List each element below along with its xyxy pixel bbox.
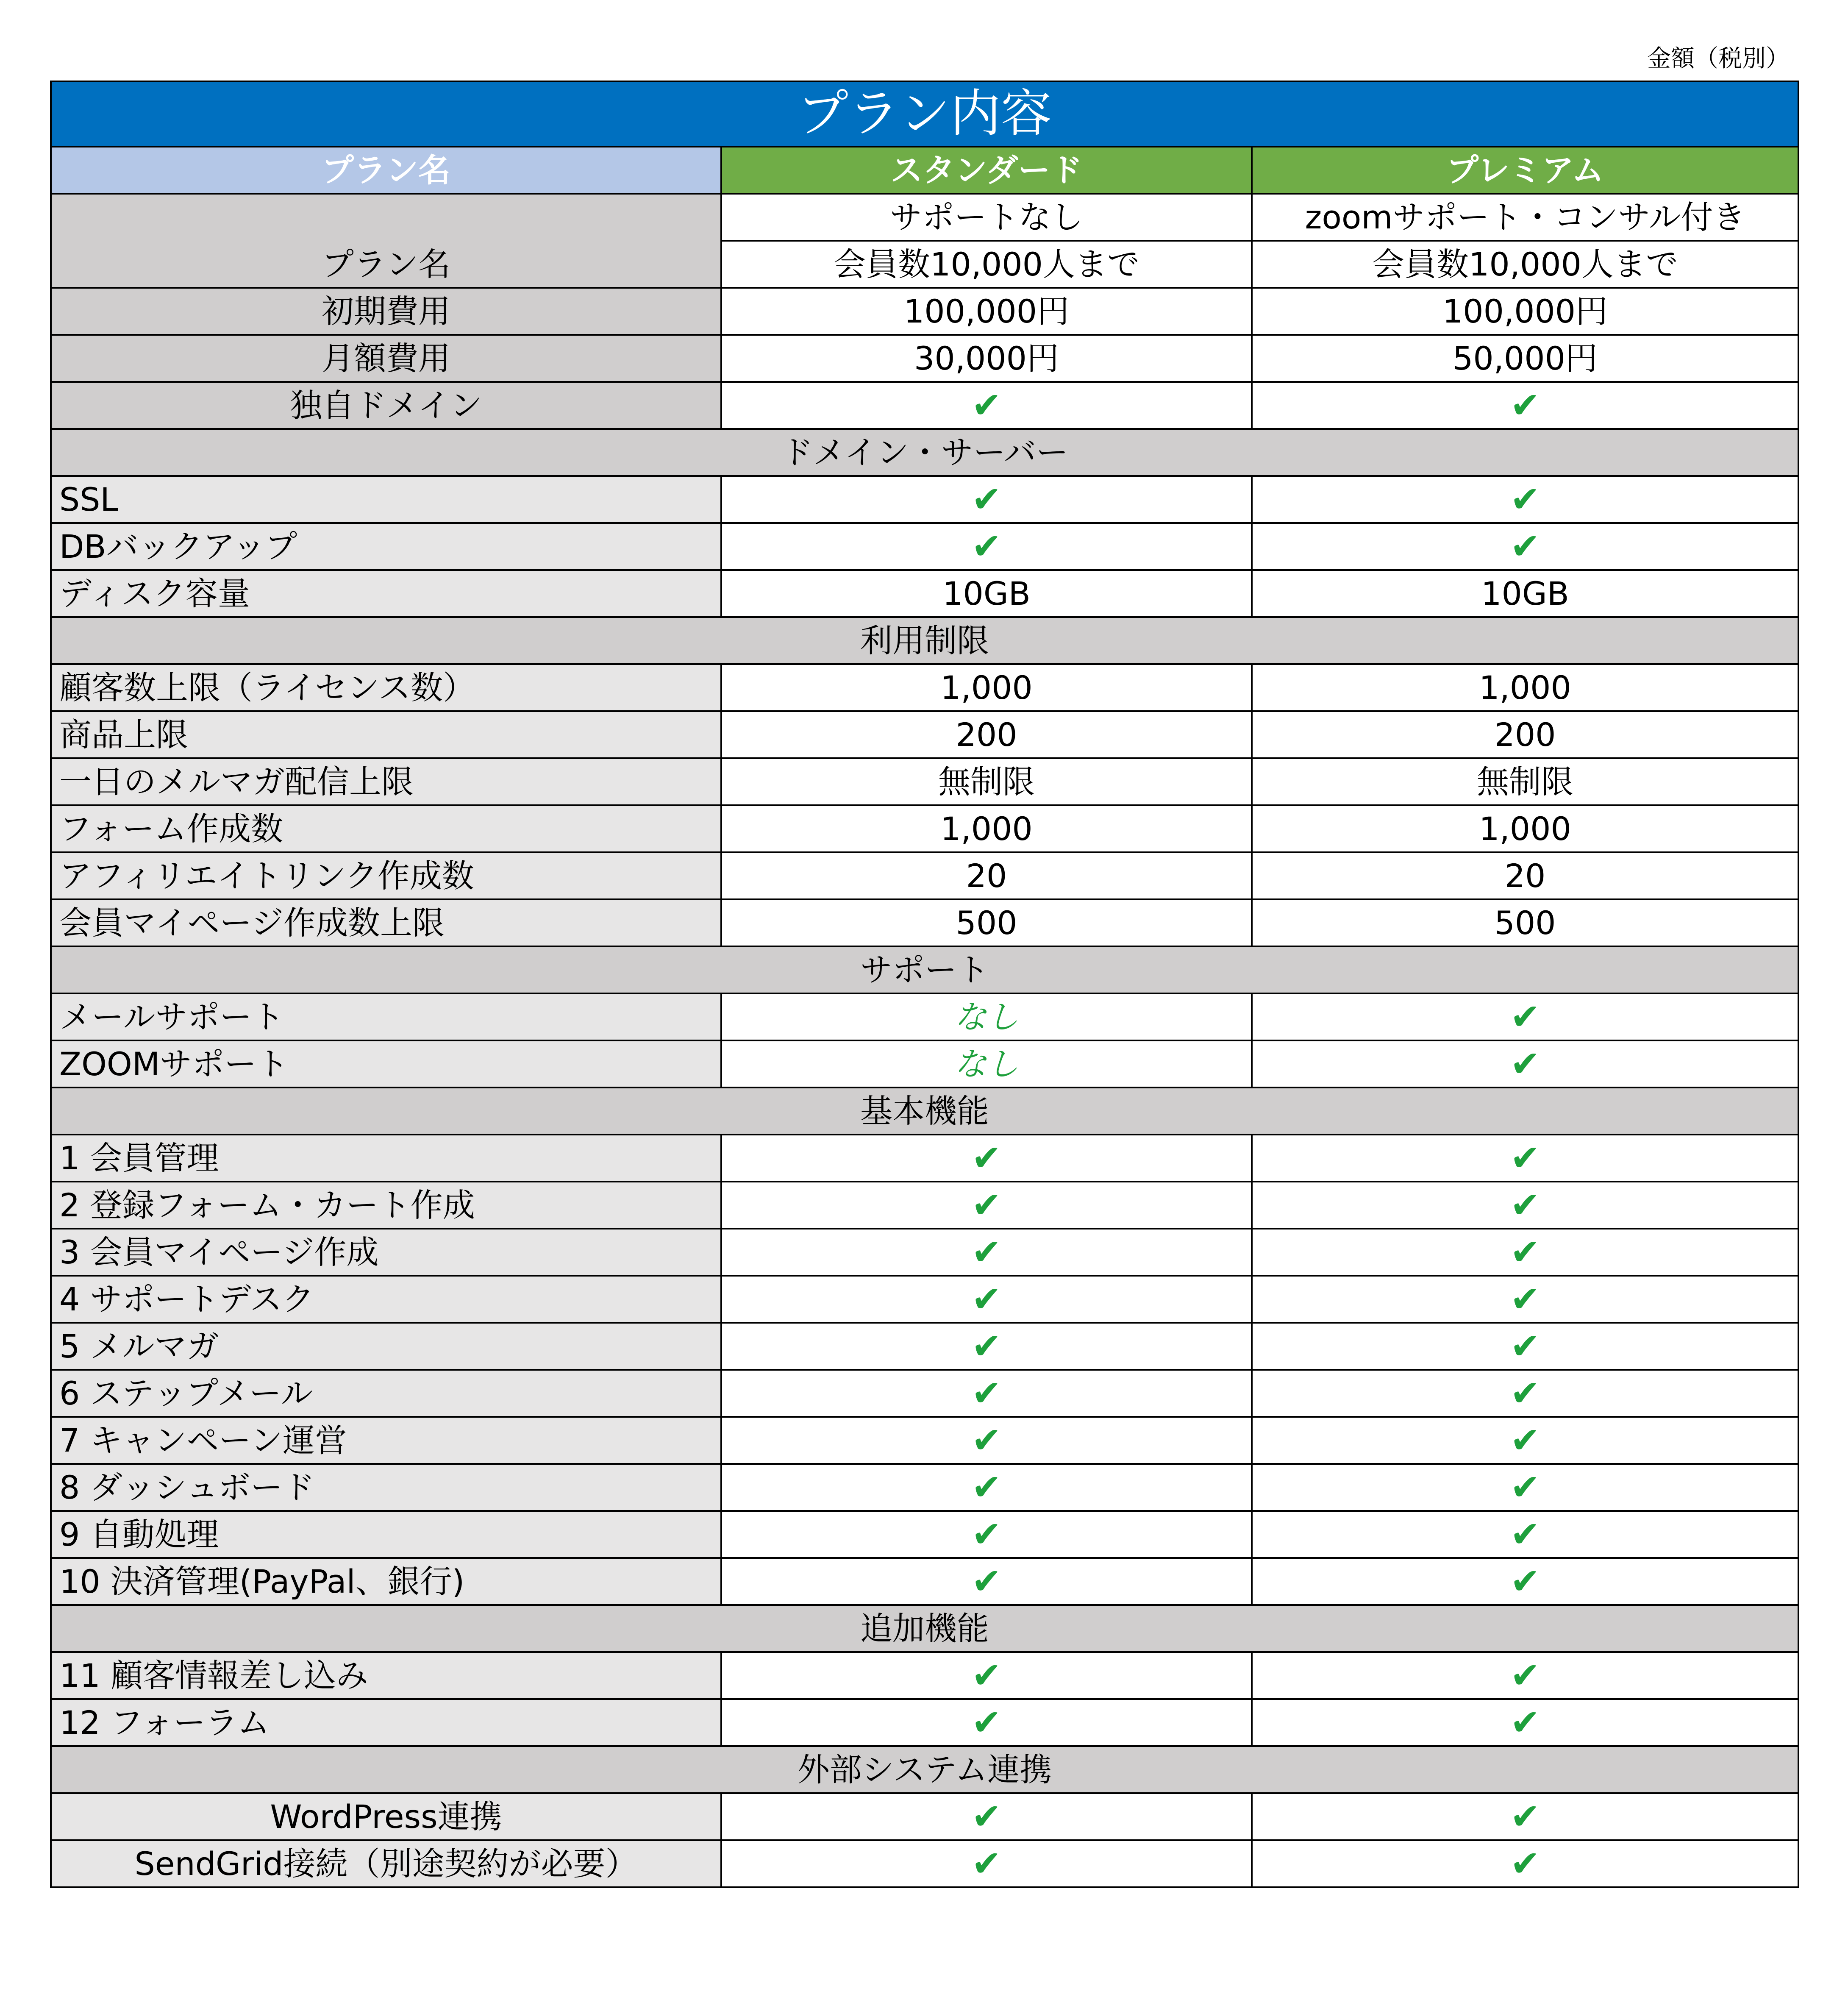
premium-initial-fee: 100,000円 [1252,288,1798,335]
feature-row [51,1417,1798,1464]
feature-label: 2 登録フォーム・カート作成 [51,1182,721,1229]
check-icon: ✔ [1252,1699,1798,1746]
standard-limit-value: 200 [721,711,1252,758]
limit-row [51,805,1798,852]
initial-fee-row [51,288,1798,335]
limit-row [51,758,1798,805]
feature-label: 6 ステップメール [51,1370,721,1417]
feature-label: 9 自動処理 [51,1511,721,1558]
section-title-basic: 基本機能 [51,1088,1798,1135]
section-header [51,1605,1798,1652]
tax-note: 金額（税別） [1647,45,1790,72]
check-icon: ✔ [1252,1040,1798,1088]
monthly-fee-label: 月額費用 [51,335,721,382]
premium-limit-value: 200 [1252,711,1798,758]
feature-row [51,1276,1798,1323]
feature-label: 8 ダッシュボード [51,1464,721,1511]
header-plan-name: プラン名 [51,147,721,194]
standard-limit-value: 20 [721,852,1252,899]
feature-label: 5 メルマガ [51,1323,721,1370]
section-title-extra: 追加機能 [51,1605,1798,1652]
feature-label: 10 決済管理(PayPal、銀行) [51,1558,721,1605]
check-icon: ✔ [721,1652,1252,1699]
check-icon: ✔ [721,1229,1252,1276]
sendgrid-label: SendGrid接続（別途契約が必要） [51,1840,721,1887]
ssl-label: SSL [51,476,721,523]
feature-label: 7 キャンペーン運営 [51,1417,721,1464]
feature-label: 12 フォーラム [51,1699,721,1746]
initial-fee-label: 初期費用 [51,288,721,335]
check-icon: ✔ [1252,1229,1798,1276]
check-icon: ✔ [1252,1652,1798,1699]
standard-mail-support-none: なし [721,993,1252,1040]
header-standard: スタンダード [721,147,1252,194]
disk-label: ディスク容量 [51,570,721,617]
check-icon: ✔ [721,1699,1252,1746]
plan-comparison-table [50,81,1799,1888]
feature-row [51,1699,1798,1746]
check-icon: ✔ [1252,1135,1798,1182]
check-icon: ✔ [1252,1370,1798,1417]
limit-label: 一日のメルマガ配信上限 [51,758,721,805]
premium-limit-value: 500 [1252,899,1798,946]
check-icon: ✔ [721,1323,1252,1370]
check-icon: ✔ [721,1276,1252,1323]
zoom-support-row [51,1040,1798,1088]
monthly-fee-row [51,335,1798,382]
check-icon: ✔ [721,1135,1252,1182]
section-title-limits: 利用制限 [51,617,1798,664]
check-icon: ✔ [1252,1793,1798,1840]
feature-label: 11 顧客情報差し込み [51,1652,721,1699]
standard-initial-fee: 100,000円 [721,288,1252,335]
check-icon: ✔ [1252,1558,1798,1605]
feature-row [51,1135,1798,1182]
feature-label: 4 サポートデスク [51,1276,721,1323]
check-icon: ✔ [1252,476,1798,523]
section-header [51,946,1798,993]
disk-row [51,570,1798,617]
premium-members: 会員数10,000人まで [1252,241,1798,288]
feature-row [51,1229,1798,1276]
mail-support-label: メールサポート [51,993,721,1040]
limit-label: 会員マイページ作成数上限 [51,899,721,946]
check-icon: ✔ [1252,523,1798,570]
check-icon: ✔ [721,523,1252,570]
limit-row [51,899,1798,946]
premium-limit-value: 1,000 [1252,805,1798,852]
custom-domain-label: 独自ドメイン [51,382,721,429]
backup-row [51,523,1798,570]
section-header [51,1746,1798,1793]
check-icon: ✔ [721,476,1252,523]
limit-label: 商品上限 [51,711,721,758]
check-icon: ✔ [1252,1464,1798,1511]
standard-disk: 10GB [721,570,1252,617]
standard-limit-value: 1,000 [721,664,1252,711]
wordpress-row [51,1793,1798,1840]
check-icon: ✔ [1252,1511,1798,1558]
limit-row [51,711,1798,758]
feature-row [51,1370,1798,1417]
feature-row [51,1464,1798,1511]
standard-desc: サポートなし [721,194,1252,241]
sendgrid-row [51,1840,1798,1887]
check-icon: ✔ [1252,382,1798,429]
check-icon: ✔ [1252,993,1798,1040]
check-icon: ✔ [721,1182,1252,1229]
wordpress-label: WordPress連携 [51,1793,721,1840]
premium-desc: zoomサポート・コンサル付き [1252,194,1798,241]
section-title-external: 外部システム連携 [51,1746,1798,1793]
title-row [51,81,1798,147]
feature-label: 3 会員マイページ作成 [51,1229,721,1276]
standard-limit-value: 1,000 [721,805,1252,852]
check-icon: ✔ [721,1793,1252,1840]
standard-members: 会員数10,000人まで [721,241,1252,288]
section-header [51,617,1798,664]
premium-limit-value: 20 [1252,852,1798,899]
check-icon: ✔ [1252,1417,1798,1464]
check-icon: ✔ [721,1511,1252,1558]
check-icon: ✔ [1252,1182,1798,1229]
check-icon: ✔ [721,1464,1252,1511]
standard-limit-value: 500 [721,899,1252,946]
check-icon: ✔ [721,1558,1252,1605]
plan-name-label: プラン名 [51,194,721,288]
limit-label: アフィリエイトリンク作成数 [51,852,721,899]
section-title-support: サポート [51,946,1798,993]
ssl-row [51,476,1798,523]
feature-row [51,1511,1798,1558]
feature-row [51,1652,1798,1699]
feature-label: 1 会員管理 [51,1135,721,1182]
check-icon: ✔ [721,1370,1252,1417]
header-premium: プレミアム [1252,147,1798,194]
plan-desc-row [51,194,1798,241]
feature-row [51,1323,1798,1370]
check-icon: ✔ [721,1840,1252,1887]
premium-limit-value: 1,000 [1252,664,1798,711]
limit-label: 顧客数上限（ライセンス数） [51,664,721,711]
premium-monthly-fee: 50,000円 [1252,335,1798,382]
mail-support-row [51,993,1798,1040]
standard-limit-value: 無制限 [721,758,1252,805]
standard-zoom-support-none: なし [721,1040,1252,1088]
limit-row [51,664,1798,711]
limit-row [51,852,1798,899]
check-icon: ✔ [1252,1840,1798,1887]
standard-monthly-fee: 30,000円 [721,335,1252,382]
section-header [51,1088,1798,1135]
backup-label: DBバックアップ [51,523,721,570]
custom-domain-row [51,382,1798,429]
check-icon: ✔ [721,1417,1252,1464]
zoom-support-label: ZOOMサポート [51,1040,721,1088]
limit-label: フォーム作成数 [51,805,721,852]
feature-row [51,1182,1798,1229]
feature-row [51,1558,1798,1605]
section-header [51,429,1798,476]
premium-disk: 10GB [1252,570,1798,617]
check-icon: ✔ [1252,1276,1798,1323]
premium-limit-value: 無制限 [1252,758,1798,805]
check-icon: ✔ [1252,1323,1798,1370]
check-icon: ✔ [721,382,1252,429]
section-title-server: ドメイン・サーバー [51,429,1798,476]
table-title: プラン内容 [51,81,1798,147]
header-row [51,147,1798,194]
